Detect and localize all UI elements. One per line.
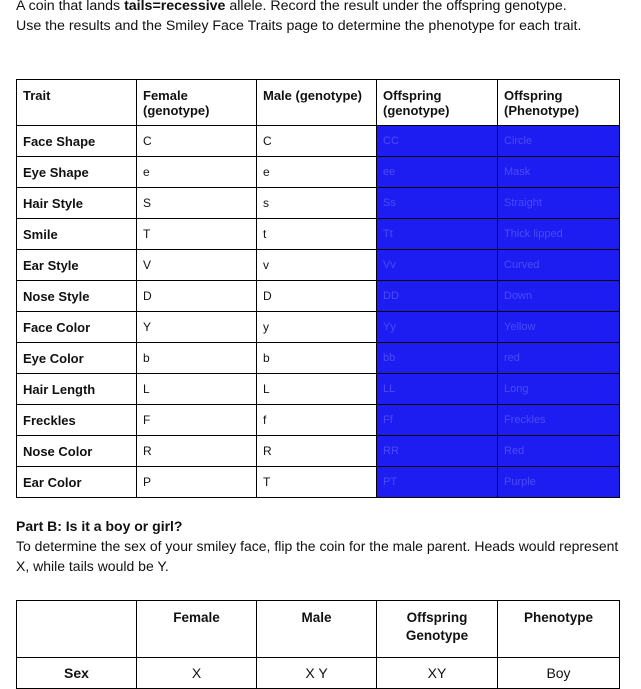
table-row <box>17 219 620 250</box>
sex-phenotype: Boy <box>498 658 620 689</box>
male-genotype: T <box>257 467 377 498</box>
table-row <box>17 157 620 188</box>
female-genotype: Y <box>137 312 257 343</box>
trait-name: Eye Color <box>17 343 137 374</box>
sex-header-female: Female <box>137 601 257 658</box>
sex-female: X <box>137 658 257 689</box>
header-female-genotype: Female (genotype) <box>137 80 257 126</box>
header-offspring-phenotype: Offspring (Phenotype) <box>498 80 620 126</box>
sex-header-blank <box>17 601 137 658</box>
trait-name: Nose Color <box>17 436 137 467</box>
sex-header-row <box>17 601 620 658</box>
offspring-genotype: RR <box>377 436 498 467</box>
trait-name: Hair Length <box>17 374 137 405</box>
male-genotype: L <box>257 374 377 405</box>
offspring-genotype: Ff <box>377 405 498 436</box>
traits-header-row <box>17 80 620 126</box>
offspring-phenotype: Purple <box>498 467 620 498</box>
offspring-genotype: ee <box>377 157 498 188</box>
male-genotype: t <box>257 219 377 250</box>
male-genotype: D <box>257 281 377 312</box>
offspring-phenotype: Straight <box>498 188 620 219</box>
part-b-title: Part B: Is it a boy or girl? <box>16 518 183 534</box>
female-genotype: S <box>137 188 257 219</box>
male-genotype: b <box>257 343 377 374</box>
traits-body <box>17 126 620 498</box>
sex-header-offspring-genotype: Offspring Genotype <box>377 601 498 658</box>
sex-male: X Y <box>257 658 377 689</box>
male-genotype: C <box>257 126 377 157</box>
trait-name: Smile <box>17 219 137 250</box>
offspring-genotype: CC <box>377 126 498 157</box>
instructions-line1-post: allele. Record the result under the offspring genotype. <box>225 0 567 14</box>
offspring-genotype: Yy <box>377 312 498 343</box>
female-genotype: V <box>137 250 257 281</box>
trait-name: Eye Shape <box>17 157 137 188</box>
offspring-phenotype: Long <box>498 374 620 405</box>
table-row <box>17 312 620 343</box>
female-genotype: T <box>137 219 257 250</box>
trait-name: Face Shape <box>17 126 137 157</box>
male-genotype: s <box>257 188 377 219</box>
offspring-phenotype: Freckles <box>498 405 620 436</box>
instructions-line1-bold: tails=recessive <box>124 0 226 14</box>
female-genotype: D <box>137 281 257 312</box>
table-row <box>17 405 620 436</box>
male-genotype: v <box>257 250 377 281</box>
offspring-phenotype: Curved <box>498 250 620 281</box>
offspring-phenotype: Down <box>498 281 620 312</box>
female-genotype: P <box>137 467 257 498</box>
sex-row <box>17 658 620 689</box>
trait-name: Ear Style <box>17 250 137 281</box>
offspring-phenotype: Thick lipped <box>498 219 620 250</box>
part-b-section <box>16 516 628 576</box>
female-genotype: R <box>137 436 257 467</box>
trait-name: Ear Color <box>17 467 137 498</box>
table-row <box>17 467 620 498</box>
sex-header-phenotype: Phenotype <box>498 601 620 658</box>
offspring-genotype: bb <box>377 343 498 374</box>
offspring-phenotype: Circle <box>498 126 620 157</box>
table-row <box>17 126 620 157</box>
table-row <box>17 250 620 281</box>
offspring-phenotype: Red <box>498 436 620 467</box>
male-genotype: f <box>257 405 377 436</box>
trait-name: Face Color <box>17 312 137 343</box>
female-genotype: F <box>137 405 257 436</box>
header-offspring-genotype: Offspring (genotype) <box>377 80 498 126</box>
offspring-phenotype: red <box>498 343 620 374</box>
female-genotype: b <box>137 343 257 374</box>
offspring-genotype: LL <box>377 374 498 405</box>
part-b-text: To determine the sex of your smiley face, flip the coin for the male parent. Heads would represent X, while tails would be Y. <box>16 538 619 574</box>
table-row <box>17 281 620 312</box>
sex-table <box>16 600 620 689</box>
offspring-genotype: Tt <box>377 219 498 250</box>
trait-name: Hair Style <box>17 188 137 219</box>
traits-table <box>16 79 620 498</box>
female-genotype: L <box>137 374 257 405</box>
instructions-line2: Use the results and the Smiley Face Traits page to determine the phenotype for each trait. <box>16 18 582 34</box>
header-trait: Trait <box>17 80 137 126</box>
offspring-genotype: DD <box>377 281 498 312</box>
female-genotype: e <box>137 157 257 188</box>
offspring-phenotype: Mask <box>498 157 620 188</box>
female-genotype: C <box>137 126 257 157</box>
sex-header-male: Male <box>257 601 377 658</box>
trait-name: Nose Style <box>17 281 137 312</box>
male-genotype: e <box>257 157 377 188</box>
table-row <box>17 343 620 374</box>
instructions-line1-pre: A coin that lands <box>16 0 125 14</box>
offspring-genotype: PT <box>377 467 498 498</box>
male-genotype: y <box>257 312 377 343</box>
table-row <box>17 188 620 219</box>
offspring-genotype: Ss <box>377 188 498 219</box>
sex-label: Sex <box>17 658 137 689</box>
instructions <box>16 0 631 36</box>
male-genotype: R <box>257 436 377 467</box>
header-male-genotype: Male (genotype) <box>257 80 377 126</box>
offspring-genotype: Vv <box>377 250 498 281</box>
table-row <box>17 374 620 405</box>
offspring-phenotype: Yellow <box>498 312 620 343</box>
table-row <box>17 436 620 467</box>
sex-offspring-genotype: XY <box>377 658 498 689</box>
trait-name: Freckles <box>17 405 137 436</box>
